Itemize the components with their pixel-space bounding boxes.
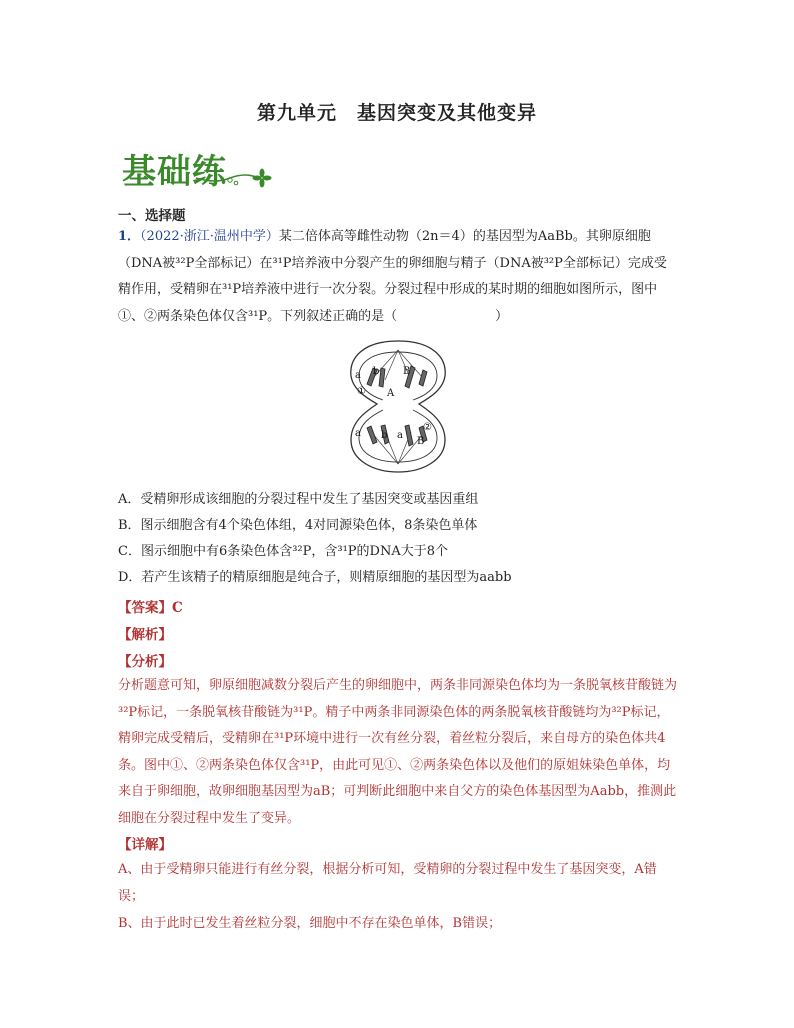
sub-analysis-label: 【分析】	[118, 654, 172, 670]
vine-decoration-icon	[118, 138, 278, 194]
cell-division-figure	[343, 338, 453, 474]
answer-label: 【答案】	[118, 600, 172, 616]
label-mark-2: ②	[423, 422, 432, 433]
option-c: C．图示细胞中有6条染色体含³²P，含³¹P的DNA大于8个	[118, 544, 449, 559]
answer-value: C	[172, 600, 183, 616]
label-mark-1: ①	[357, 386, 366, 397]
detail-a: A、由于受精卵只能进行有丝分裂，根据分析可知，受精卵的分裂过程中发生了基因突变，A错误；	[118, 862, 657, 904]
label-top-A: A	[387, 388, 395, 399]
label-top-a: a	[355, 370, 361, 381]
analysis-label: 【解析】	[118, 627, 172, 643]
basic-practice-banner	[118, 138, 278, 194]
option-b: B．图示细胞含有4个染色体组，4对同源染色体，8条染色单体	[118, 518, 478, 533]
question-stem-close: ）	[495, 308, 509, 324]
answer	[118, 596, 183, 616]
label-bottom-B: B	[417, 436, 425, 447]
detail-label: 【详解】	[118, 837, 172, 853]
banner-text: 基础练	[122, 152, 227, 192]
option-d: D．若产生该精子的精原细胞是纯合子，则精原细胞的基因型为aabb	[118, 570, 512, 585]
label-bottom-a: a	[355, 428, 361, 439]
label-top-b: b	[373, 366, 380, 377]
unit-title: 第九单元 基因突变及其他变异	[256, 102, 537, 124]
question-source: （2022·浙江·温州中学）	[140, 229, 279, 244]
label-bottom-b: b	[381, 430, 388, 441]
analysis-text: 分析题意可知，卵原细胞减数分裂后产生的卵细胞中，两条非同源染色体均为一条脱氧核苷酸链为³²P标记，一条脱氧核苷酸链为³¹P。精子中两条非同源染色体的两条脱氧核苷酸链均为³²P标记，精卵完成受精后，受精卵在³¹P环境中进行一次有丝分裂，着丝粒分裂后，来自母方的染色体共4条。图中①、②两条染色体仅含³¹P，由此可见①、②两条染色体以及他们的原姐妹染色单体，均来自于卵细胞，故卵细胞基因型为aB；可判断此细胞中来自父方的染色体基因型为Aabb，推测此细胞在分裂过程中发生了变异。	[118, 678, 678, 826]
option-a: A．受精卵形成该细胞的分裂过程中发生了基因突变或基因重组	[118, 492, 479, 507]
label-bottom-a2: a	[397, 430, 403, 441]
label-top-B: B	[403, 366, 411, 377]
question-stem: 某二倍体高等雌性动物（2n＝4）的基因型为AaBb。其卵原细胞（DNA被³²P全部标记）在³¹P培养液中分裂产生的卵细胞与精子（DNA被³²P全部标记）完成受精作用，受精卵在³¹P培养液中进行一次分裂。分裂过程中形成的某时期的细胞如图所示，图中①、②两条染色体仅含³¹P。下列叙述正确的是（	[118, 229, 667, 324]
detail-b: B、由于此时已发生着丝粒分裂，细胞中不存在染色单体，B错误；	[118, 916, 502, 931]
question-1	[118, 224, 678, 330]
section-heading: 一、选择题	[118, 208, 186, 224]
question-number: 1．	[118, 229, 141, 244]
